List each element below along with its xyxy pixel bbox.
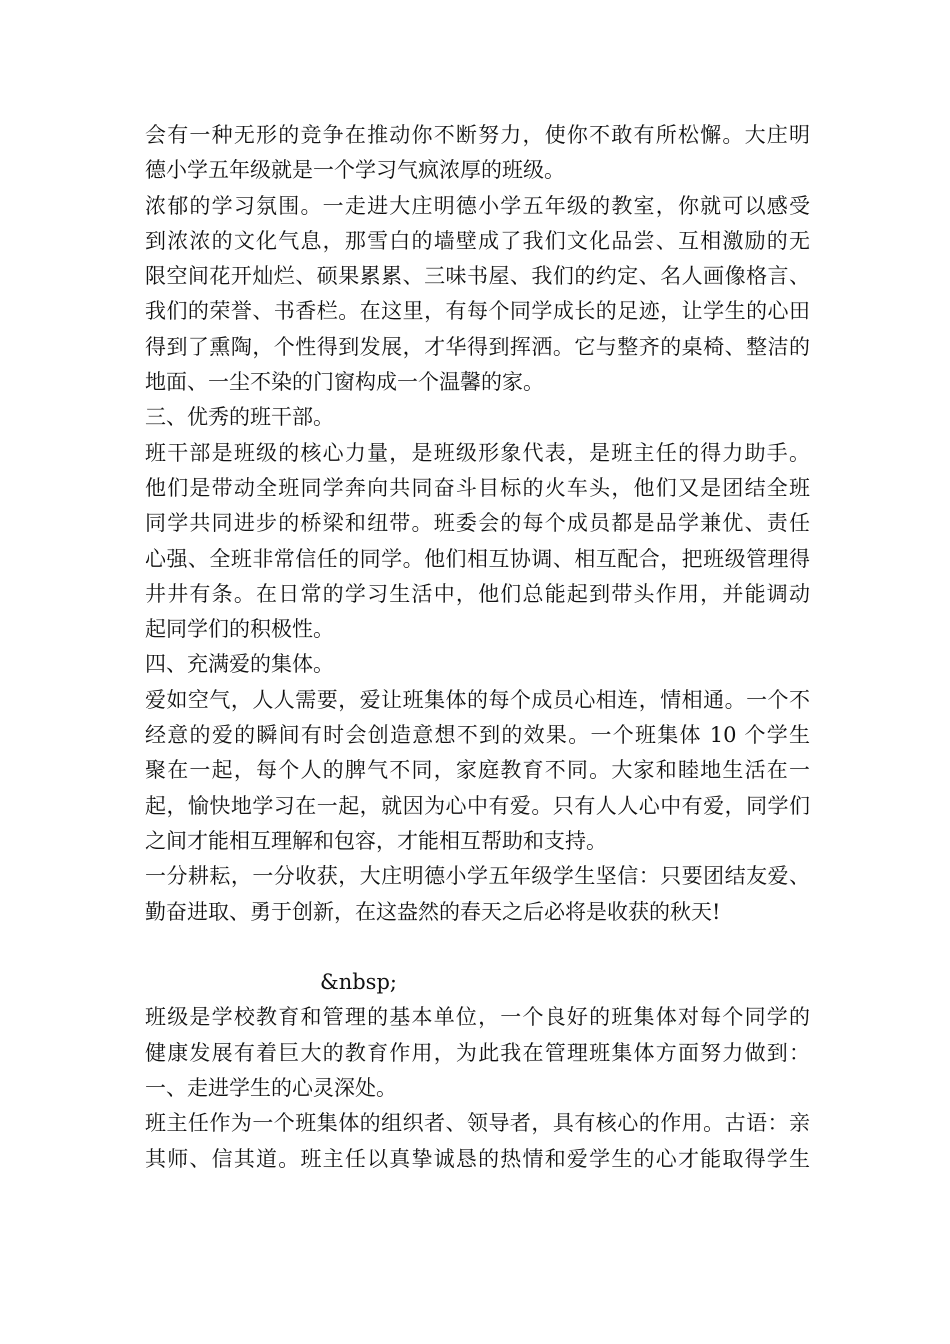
- text-line: 其师、信其道。班主任以真挚诚恳的热情和爱学生的心才能取得学生: [145, 1146, 810, 1171]
- text-line: 班级是学校教育和管理的基本单位，一个良好的班集体对每个同学的: [145, 1005, 810, 1030]
- text-line: 我们的荣誉、书香栏。在这里，有每个同学成长的足迹，让学生的心田: [145, 299, 810, 324]
- text-line: 一分耕耘，一分收获，大庄明德小学五年级学生坚信：只要团结友爱、: [145, 864, 810, 889]
- text-line: 起，愉快地学习在一起，就因为心中有爱。只有人人心中有爱，同学们: [145, 793, 810, 818]
- text-line: 到浓浓的文化气息，那雪白的墙壁成了我们文化品尝、互相激励的无: [145, 228, 810, 253]
- text-line: 他们是带动全班同学奔向共同奋斗目标的火车头，他们又是团结全班: [145, 475, 810, 500]
- blank-line: [145, 930, 810, 965]
- text-line: 得到了熏陶，个性得到发展，才华得到挥洒。它与整齐的桌椅、整洁的: [145, 334, 810, 359]
- text-line: 起同学们的积极性。: [145, 617, 334, 642]
- text-line: 经意的爱的瞬间有时会创造意想不到的效果。一个班集体 10 个学生: [145, 723, 810, 748]
- document-body: [145, 118, 810, 1177]
- section-heading: 三、优秀的班干部。: [145, 405, 334, 430]
- text-line: 心强、全班非常信任的同学。他们相互协调、相互配合，把班级管理得: [145, 546, 810, 571]
- text-line: 爱如空气，人人需要，爱让班集体的每个成员心相连，情相通。一个不: [145, 687, 810, 712]
- text-line: 浓郁的学习氛围。一走进大庄明德小学五年级的教室，你就可以感受: [145, 193, 810, 218]
- text-line: 勤奋进取、勇于创新，在这盎然的春天之后必将是收获的秋天!: [145, 899, 721, 924]
- text-line: 井井有条。在日常的学习生活中，他们总能起到带头作用，并能调动: [145, 581, 810, 606]
- text-line: 限空间花开灿烂、硕果累累、三味书屋、我们的约定、名人画像格言、: [145, 264, 810, 289]
- section-heading: 四、充满爱的集体。: [145, 652, 334, 677]
- nbsp-entity-text: &nbsp;: [320, 970, 397, 995]
- section-heading: 一、走进学生的心灵深处。: [145, 1076, 397, 1101]
- text-line: 地面、一尘不染的门窗构成一个温馨的家。: [145, 370, 544, 395]
- text-line: 德小学五年级就是一个学习气疯浓厚的班级。: [145, 158, 565, 183]
- text-line: 聚在一起，每个人的脾气不同，家庭教育不同。大家和睦地生活在一: [145, 758, 810, 783]
- text-line: 健康发展有着巨大的教育作用，为此我在管理班集体方面努力做到：: [145, 1040, 810, 1065]
- text-line: 同学共同进步的桥梁和纽带。班委会的每个成员都是品学兼优、责任: [145, 511, 810, 536]
- text-line: 之间才能相互理解和包容，才能相互帮助和支持。: [145, 828, 607, 853]
- text-line: 班干部是班级的核心力量，是班级形象代表，是班主任的得力助手。: [145, 440, 810, 465]
- text-line: 会有一种无形的竞争在推动你不断努力，使你不敢有所松懈。大庄明: [145, 123, 810, 147]
- text-line: 班主任作为一个班集体的组织者、领导者，具有核心的作用。古语：亲: [145, 1111, 810, 1136]
